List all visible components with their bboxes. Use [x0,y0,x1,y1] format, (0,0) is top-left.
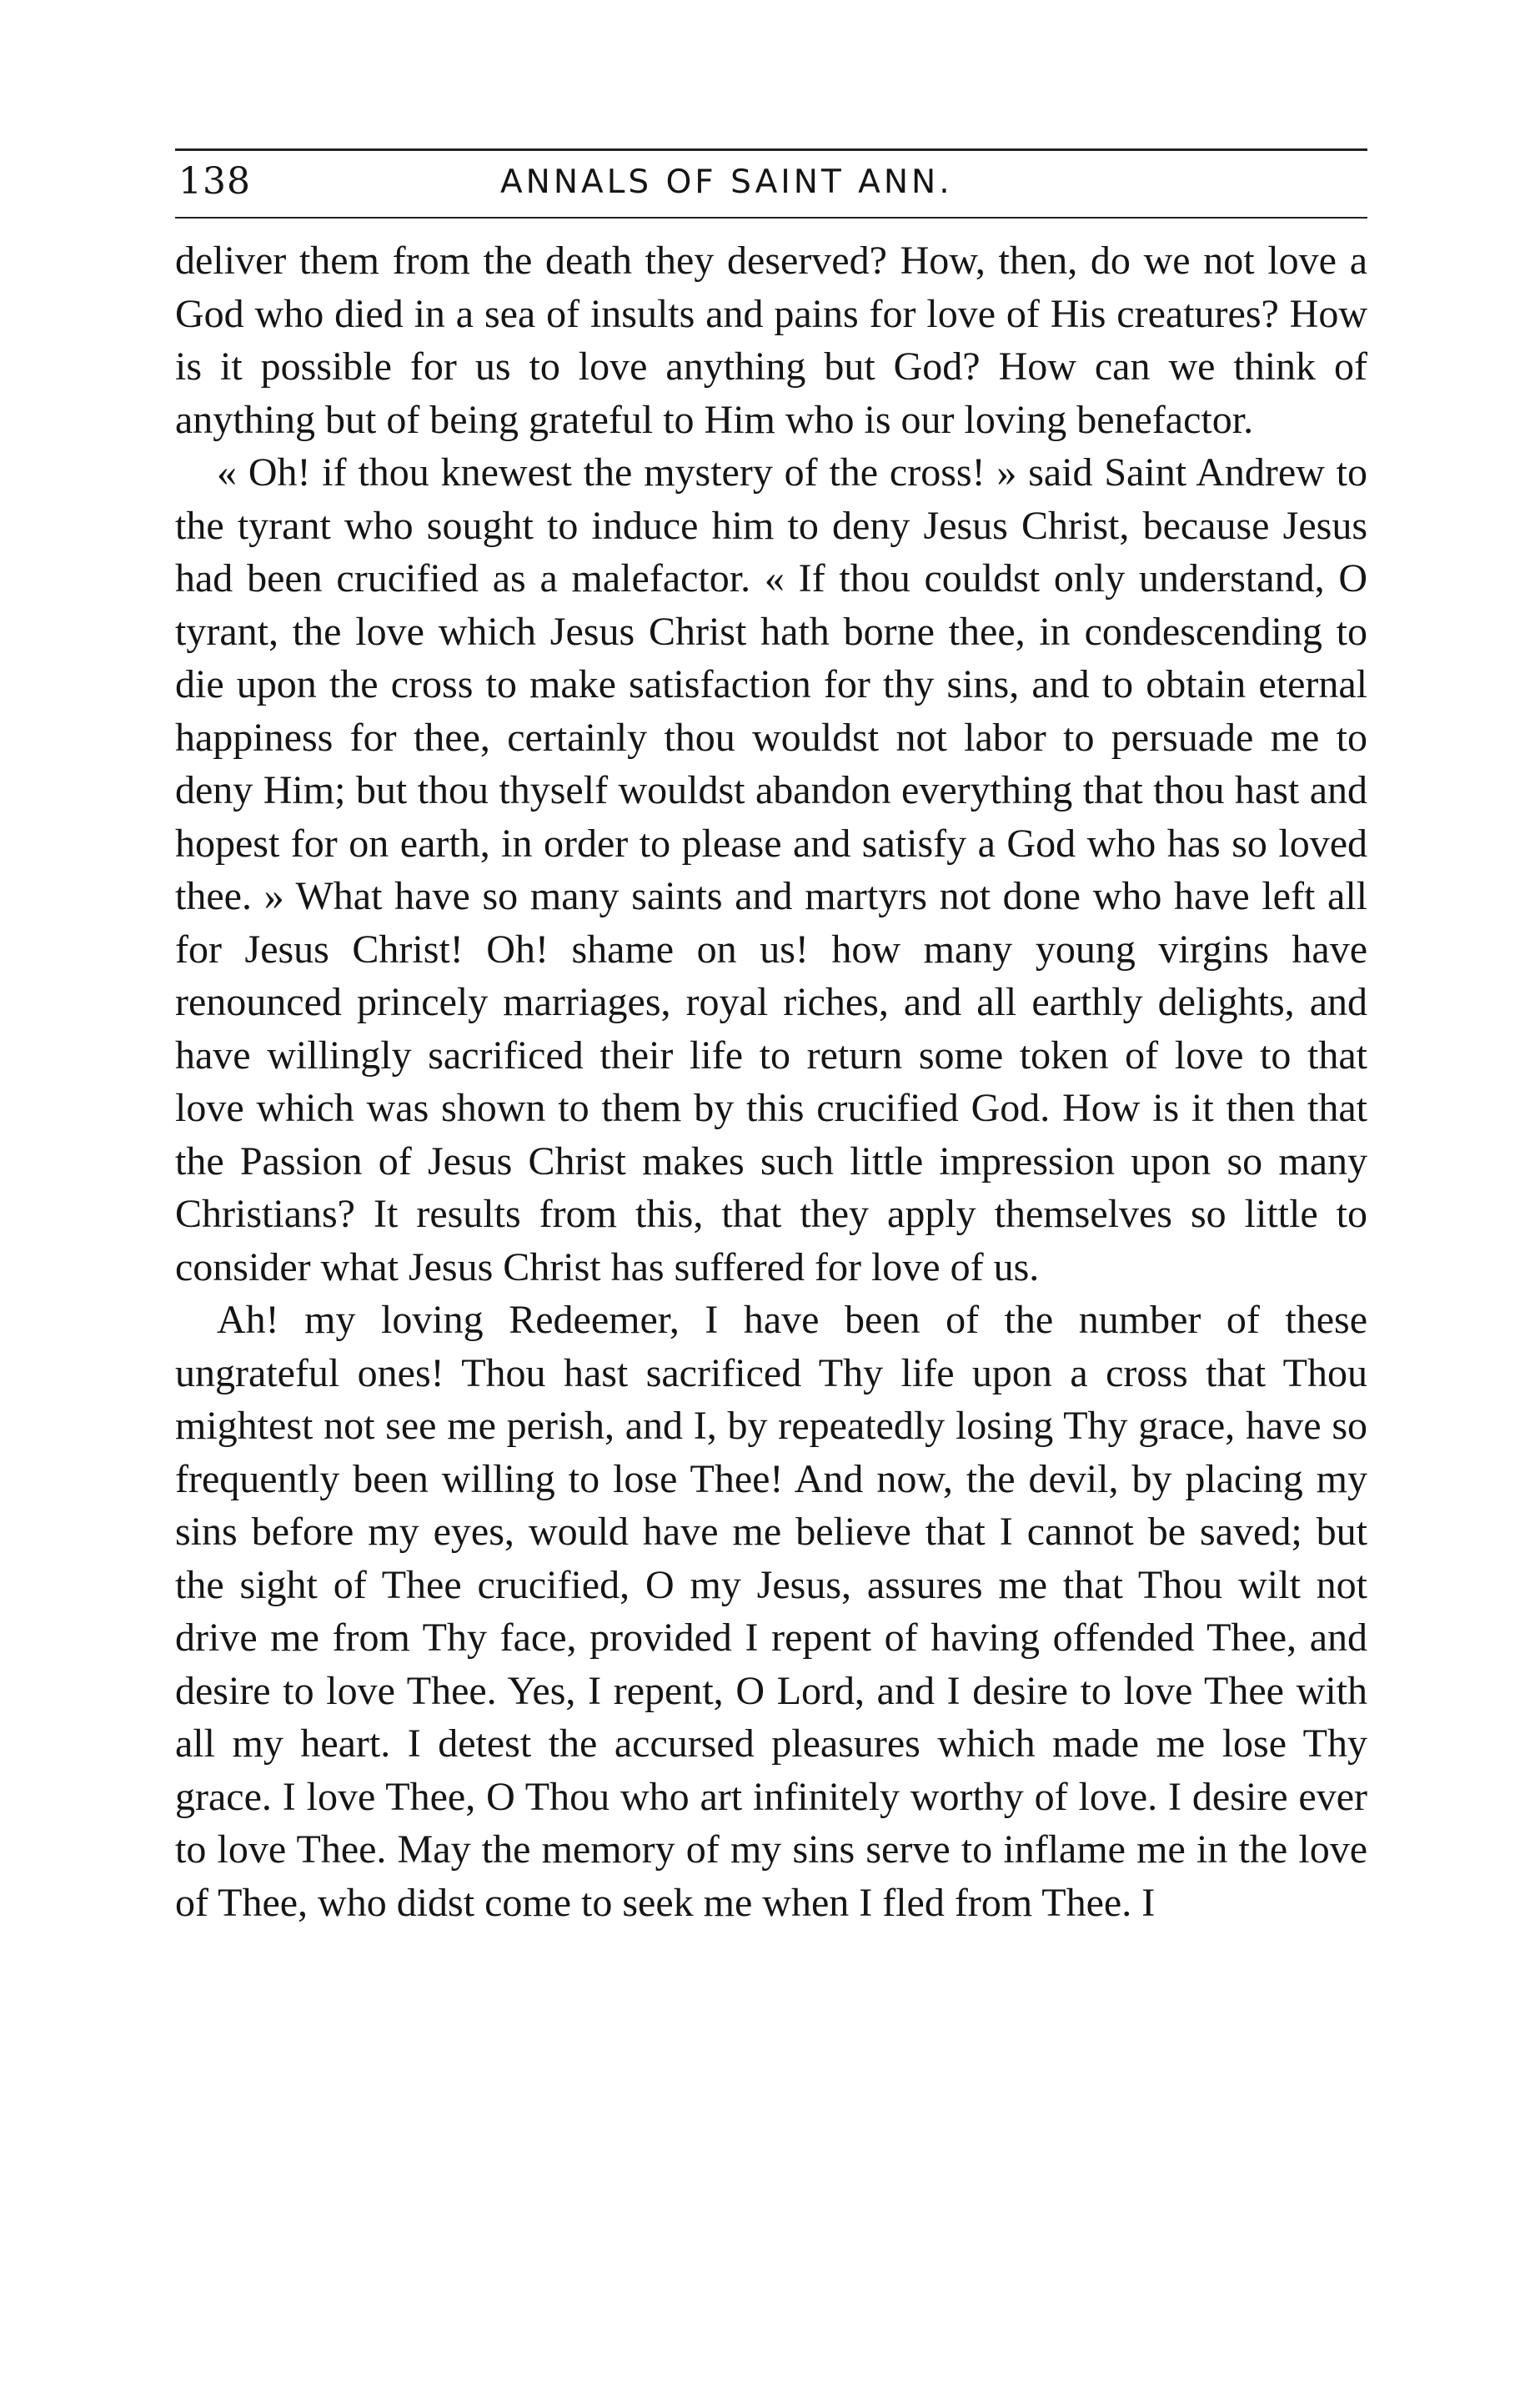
running-head: ANNALS OF SAINT ANN. [500,163,953,201]
paragraph-continued: deliver them from the death they deserved? How, then, do we not love a God who died in a sea of insults and pains for love of His creatures? How is it possible for us to love anything but God? How can we think of anything but of being grateful to Him who is our loving benefactor. [175,239,1367,442]
header-top-rule [175,148,1367,151]
paragraph-saint-andrew: « Oh! if thou knewest the mystery of the cross! » said Saint Andrew to the tyrant who sought to induce him to deny Jesus Christ, because Jesus had been crucified as a malefactor. « If thou couldst only understand, O tyrant, the love which Jesus Christ hath borne thee, in condescending to die upon the cross to make satisfaction for thy sins, and to obtain eternal happiness for thee, certainly thou wouldst not labor to persuade me to deny Him; but thou thyself wouldst abandon everything that thou hast and hopest for on earth, in order to please and satisfy a God who has so loved thee. » What have so many saints and martyrs not done who have left all for Jesus Christ! Oh! shame on us! how many young virgins have renounced princely marriages, royal riches, and all earthly delights, and have willingly sacrificed their life to return some token of love to that love which was shown to them by this crucified God. How is it then that the Passion of Jesus Christ makes such little impression upon so many Christians? It results from this, that they apply themselves so little to consider what Jesus Christ has suffered for love of us. [175,450,1367,1289]
paragraph-prayer: Ah! my loving Redeemer, I have been of the number of these ungrateful ones! Thou hast sacrificed Thy life upon a cross that Thou mightest not see me perish, and I, by repeatedly losing Thy grace, have so frequently been willing to lose Thee! And now, the devil, by placing my sins before my eyes, would have me believe that I cannot be saved; but the sight of Thee crucified, O my Jesus, assures me that Thou wilt not drive me from Thy face, provided I repent of having offended Thee, and desire to love Thee. Yes, I repent, O Lord, and I desire to love Thee with all my heart. I detest the accursed pleasures which made me lose Thy grace. I love Thee, O Thou who art infinitely worthy of love. I desire ever to love Thee. May the memory of my sins serve to inflame me in the love of Thee, who didst come to seek me when I fled from Thee. I [175,1298,1367,1925]
page-header [175,148,1367,219]
header-bottom-rule [175,217,1367,219]
page-number: 138 [178,160,251,203]
body-text [175,234,1367,2236]
